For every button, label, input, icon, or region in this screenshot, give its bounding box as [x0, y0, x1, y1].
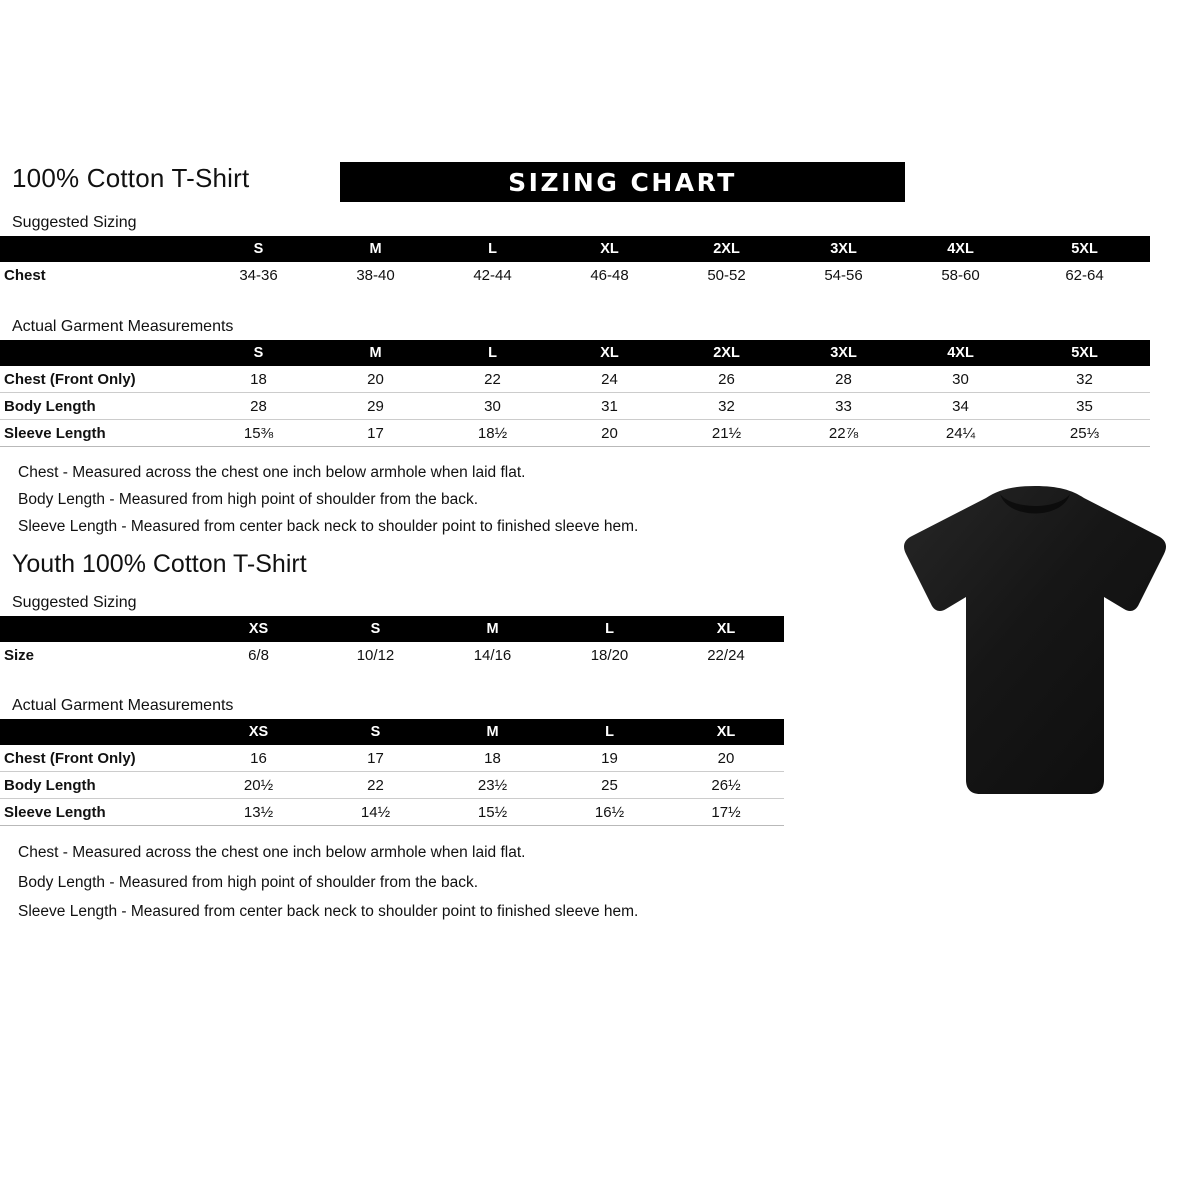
data-cell: 6/8	[200, 642, 317, 668]
table-header-row	[0, 340, 1150, 366]
data-cell: 28	[200, 393, 317, 420]
row-label: Sleeve Length	[0, 420, 200, 447]
table-header-row	[0, 616, 784, 642]
data-cell: 20	[551, 420, 668, 447]
data-cell: 22	[434, 366, 551, 393]
data-cell: 17½	[668, 799, 784, 826]
table-row	[0, 772, 784, 799]
header-cell: 4XL	[902, 236, 1019, 262]
data-cell: 19	[551, 745, 668, 772]
data-cell: 33	[785, 393, 902, 420]
header-cell: L	[551, 719, 668, 745]
data-cell: 16½	[551, 799, 668, 826]
youth-note-chest: Chest - Measured across the chest one inch below armhole when laid flat.	[18, 844, 526, 861]
adult-section-title: 100% Cotton T-Shirt	[12, 163, 250, 193]
sizing-chart-banner	[340, 162, 905, 202]
data-cell: 22⅞	[785, 420, 902, 447]
data-cell: 58-60	[902, 262, 1019, 288]
header-cell: S	[200, 236, 317, 262]
data-cell: 28	[785, 366, 902, 393]
data-cell: 21½	[668, 420, 785, 447]
adult-suggested-sizing-table	[0, 236, 1150, 288]
data-cell: 15⅜	[200, 420, 317, 447]
youth-suggested-sizing-label: Suggested Sizing	[12, 594, 137, 611]
data-cell: 20	[317, 366, 434, 393]
t-shirt-illustration	[890, 480, 1180, 810]
data-cell: 20½	[200, 772, 317, 799]
data-cell: 18	[200, 366, 317, 393]
data-cell: 54-56	[785, 262, 902, 288]
data-cell: 34	[902, 393, 1019, 420]
header-cell: 2XL	[668, 236, 785, 262]
header-cell: 5XL	[1019, 236, 1150, 262]
table-row	[0, 799, 784, 826]
youth-note-body-length: Body Length - Measured from high point of shoulder from the back.	[18, 874, 479, 891]
row-label: Body Length	[0, 393, 200, 420]
youth-actual-measurements-label: Actual Garment Measurements	[12, 697, 234, 714]
header-cell	[0, 340, 200, 366]
header-cell: 2XL	[668, 340, 785, 366]
data-cell: 50-52	[668, 262, 785, 288]
data-cell: 18	[434, 745, 551, 772]
header-cell: 4XL	[902, 340, 1019, 366]
data-cell: 18/20	[551, 642, 668, 668]
data-cell: 16	[200, 745, 317, 772]
header-cell: XL	[668, 719, 784, 745]
data-cell: 25	[551, 772, 668, 799]
data-cell: 10/12	[317, 642, 434, 668]
table-row	[0, 366, 1150, 393]
header-cell: XL	[551, 340, 668, 366]
data-cell: 34-36	[200, 262, 317, 288]
header-cell: L	[551, 616, 668, 642]
data-cell: 17	[317, 420, 434, 447]
data-cell: 24¼	[902, 420, 1019, 447]
adult-suggested-sizing-label: Suggested Sizing	[12, 214, 137, 231]
data-cell: 15½	[434, 799, 551, 826]
adult-note-body-length: Body Length - Measured from high point of shoulder from the back.	[18, 491, 479, 508]
data-cell: 25⅓	[1019, 420, 1150, 447]
data-cell: 30	[902, 366, 1019, 393]
data-cell: 29	[317, 393, 434, 420]
data-cell: 35	[1019, 393, 1150, 420]
header-cell	[0, 236, 200, 262]
data-cell: 32	[668, 393, 785, 420]
adult-note-chest: Chest - Measured across the chest one inch below armhole when laid flat.	[18, 464, 526, 481]
youth-note-sleeve-length: Sleeve Length - Measured from center back neck to shoulder point to finished sleeve hem.	[18, 903, 639, 920]
header-cell: S	[317, 616, 434, 642]
row-label: Size	[0, 642, 200, 668]
header-cell: M	[317, 236, 434, 262]
table-row	[0, 420, 1150, 447]
data-cell: 26	[668, 366, 785, 393]
adult-note-sleeve-length: Sleeve Length - Measured from center back neck to shoulder point to finished sleeve hem.	[18, 518, 639, 535]
data-cell: 18½	[434, 420, 551, 447]
row-label: Chest (Front Only)	[0, 745, 200, 772]
row-label: Sleeve Length	[0, 799, 200, 826]
data-cell: 38-40	[317, 262, 434, 288]
table-header-row	[0, 236, 1150, 262]
row-label: Chest (Front Only)	[0, 366, 200, 393]
data-cell: 30	[434, 393, 551, 420]
data-cell: 13½	[200, 799, 317, 826]
row-label: Body Length	[0, 772, 200, 799]
header-cell: L	[434, 340, 551, 366]
header-cell: XL	[668, 616, 784, 642]
adult-actual-measurements-label: Actual Garment Measurements	[12, 318, 234, 335]
header-cell: XS	[200, 719, 317, 745]
data-cell: 31	[551, 393, 668, 420]
header-cell: M	[317, 340, 434, 366]
youth-section-title: Youth 100% Cotton T-Shirt	[12, 550, 307, 578]
adult-actual-measurements-table	[0, 340, 1150, 447]
header-cell: XS	[200, 616, 317, 642]
data-cell: 23½	[434, 772, 551, 799]
table-row	[0, 393, 1150, 420]
data-cell: 32	[1019, 366, 1150, 393]
table-row	[0, 745, 784, 772]
header-cell: M	[434, 616, 551, 642]
youth-actual-measurements-table	[0, 719, 784, 826]
data-cell: 22/24	[668, 642, 784, 668]
header-cell	[0, 616, 200, 642]
header-cell: S	[317, 719, 434, 745]
data-cell: 24	[551, 366, 668, 393]
data-cell: 62-64	[1019, 262, 1150, 288]
data-cell: 20	[668, 745, 784, 772]
table-row	[0, 262, 1150, 288]
table-row	[0, 642, 784, 668]
data-cell: 46-48	[551, 262, 668, 288]
header-cell: L	[434, 236, 551, 262]
header-cell: XL	[551, 236, 668, 262]
row-label: Chest	[0, 262, 200, 288]
header-cell: 3XL	[785, 340, 902, 366]
data-cell: 17	[317, 745, 434, 772]
header-cell: 5XL	[1019, 340, 1150, 366]
data-cell: 42-44	[434, 262, 551, 288]
data-cell: 26½	[668, 772, 784, 799]
table-header-row	[0, 719, 784, 745]
sizing-chart-banner-label: SIZING CHART	[508, 167, 737, 197]
youth-suggested-sizing-table	[0, 616, 784, 668]
header-cell: 3XL	[785, 236, 902, 262]
header-cell: M	[434, 719, 551, 745]
header-cell: S	[200, 340, 317, 366]
header-cell	[0, 719, 200, 745]
data-cell: 14/16	[434, 642, 551, 668]
data-cell: 22	[317, 772, 434, 799]
data-cell: 14½	[317, 799, 434, 826]
